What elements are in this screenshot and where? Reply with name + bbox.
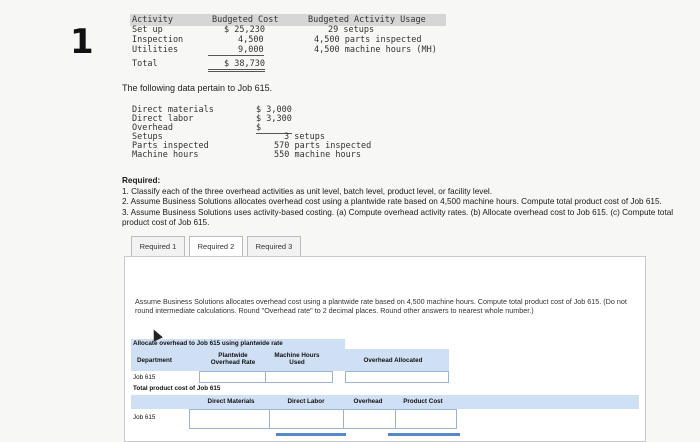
usage-utilities: 4,500 machine hours (MH) xyxy=(314,45,437,55)
cost-utilities: 9,000 xyxy=(208,45,264,56)
instructions-text: Assume Business Solutions allocates overhead cost using a plantwide rate based on 4,500 machine hours. Compute total product cost of Job 615. (Do not round intermediate calculations. Round "Overhead rate" to 2 decimal places. Round other answers to nearest whole number.) xyxy=(135,297,627,315)
oh-label: Overhead xyxy=(132,123,173,133)
usage-inspection: 4,500 parts inspected xyxy=(314,35,422,45)
required-item-2: 2. Assume Business Solutions allocates overhead cost using a plantwide rate based on 4,500 machine hours. Compute total product cost of Job 615. xyxy=(122,197,662,206)
activity-inspection: Inspection xyxy=(132,35,184,45)
direct-materials-input[interactable] xyxy=(189,409,271,429)
required-section xyxy=(122,176,692,229)
grid-col-oh: Overhead xyxy=(353,398,383,405)
setups-label: Setups xyxy=(132,132,163,142)
dm-label: Direct materials xyxy=(132,105,214,115)
grid-col-hours: Machine Hours Used xyxy=(274,352,320,366)
oh-value: $ xyxy=(256,123,262,133)
intro-text: The following data pertain to Job 615. xyxy=(122,83,273,93)
cost-inspection: 4,500 xyxy=(238,35,264,45)
parts-value: 570 parts inspected xyxy=(274,141,372,151)
activity-setup: Set up xyxy=(132,25,163,35)
header-budgeted-usage: Budgeted Activity Usage xyxy=(308,15,426,25)
question-number: 1 xyxy=(70,22,94,62)
parts-label: Parts inspected xyxy=(132,141,209,151)
tab-required-2[interactable]: Required 2 xyxy=(189,236,243,258)
cost-setup: $ 25,230 xyxy=(224,25,265,35)
required-heading: Required: xyxy=(122,176,161,185)
usage-setup: 29 setups xyxy=(328,25,375,35)
plantwide-rate-input[interactable] xyxy=(199,371,267,383)
activity-utilities: Utilities xyxy=(132,45,179,55)
dl-label: Direct labor xyxy=(132,114,194,124)
grid-total-title: Total product cost of Job 615 xyxy=(133,385,221,392)
header-activity: Activity xyxy=(132,15,173,25)
mh-label: Machine hours xyxy=(132,150,199,160)
tab-required-1[interactable]: Required 1 xyxy=(131,236,185,258)
direct-labor-input[interactable] xyxy=(269,409,345,429)
grid-col-rate: Plantwide Overhead Rate xyxy=(210,352,256,366)
grid-row-job-2: Job 615 xyxy=(133,414,156,421)
overhead-input[interactable] xyxy=(343,409,397,429)
answer-panel xyxy=(124,256,646,442)
required-item-1: 1. Classify each of the three overhead activities as unit level, batch level, product level, or facility level. xyxy=(122,186,492,196)
activity-total-label: Total xyxy=(132,59,158,69)
grid-col-dm: Direct Materials xyxy=(207,398,255,405)
grid-col-pc: Product Cost xyxy=(403,398,443,405)
mh-value: 550 machine hours xyxy=(274,150,361,160)
header-budgeted-cost: Budgeted Cost xyxy=(212,15,279,25)
grid-col-dl: Direct Labor xyxy=(287,398,325,405)
setups-value: 3 setups xyxy=(284,132,325,142)
required-item-3: 3. Assume Business Solutions uses activity-based costing. (a) Compute overhead activity rates. (b) Allocate overhead cost to Job 615. (c) Compute total product cost of Job 615. xyxy=(122,207,674,227)
tab-required-3[interactable]: Required 3 xyxy=(247,236,301,258)
bottom-bar-1 xyxy=(276,433,346,436)
dl-value: $ 3,300 xyxy=(256,114,292,124)
total-cost: $ 38,730 xyxy=(208,59,265,72)
product-cost-input[interactable] xyxy=(395,409,457,429)
grid-row-job: Job 615 xyxy=(133,374,156,381)
allocation-grid xyxy=(131,339,639,439)
grid-title: Allocate overhead to Job 615 using plantwide rate xyxy=(133,340,283,347)
bottom-bar-2 xyxy=(388,433,460,436)
grid-col-department: Department xyxy=(137,357,172,364)
grid-col-allocated: Overhead Allocated xyxy=(363,357,423,364)
machine-hours-input[interactable] xyxy=(265,371,333,383)
overhead-allocated-input[interactable] xyxy=(345,371,449,383)
dm-value: $ 3,000 xyxy=(256,105,292,115)
